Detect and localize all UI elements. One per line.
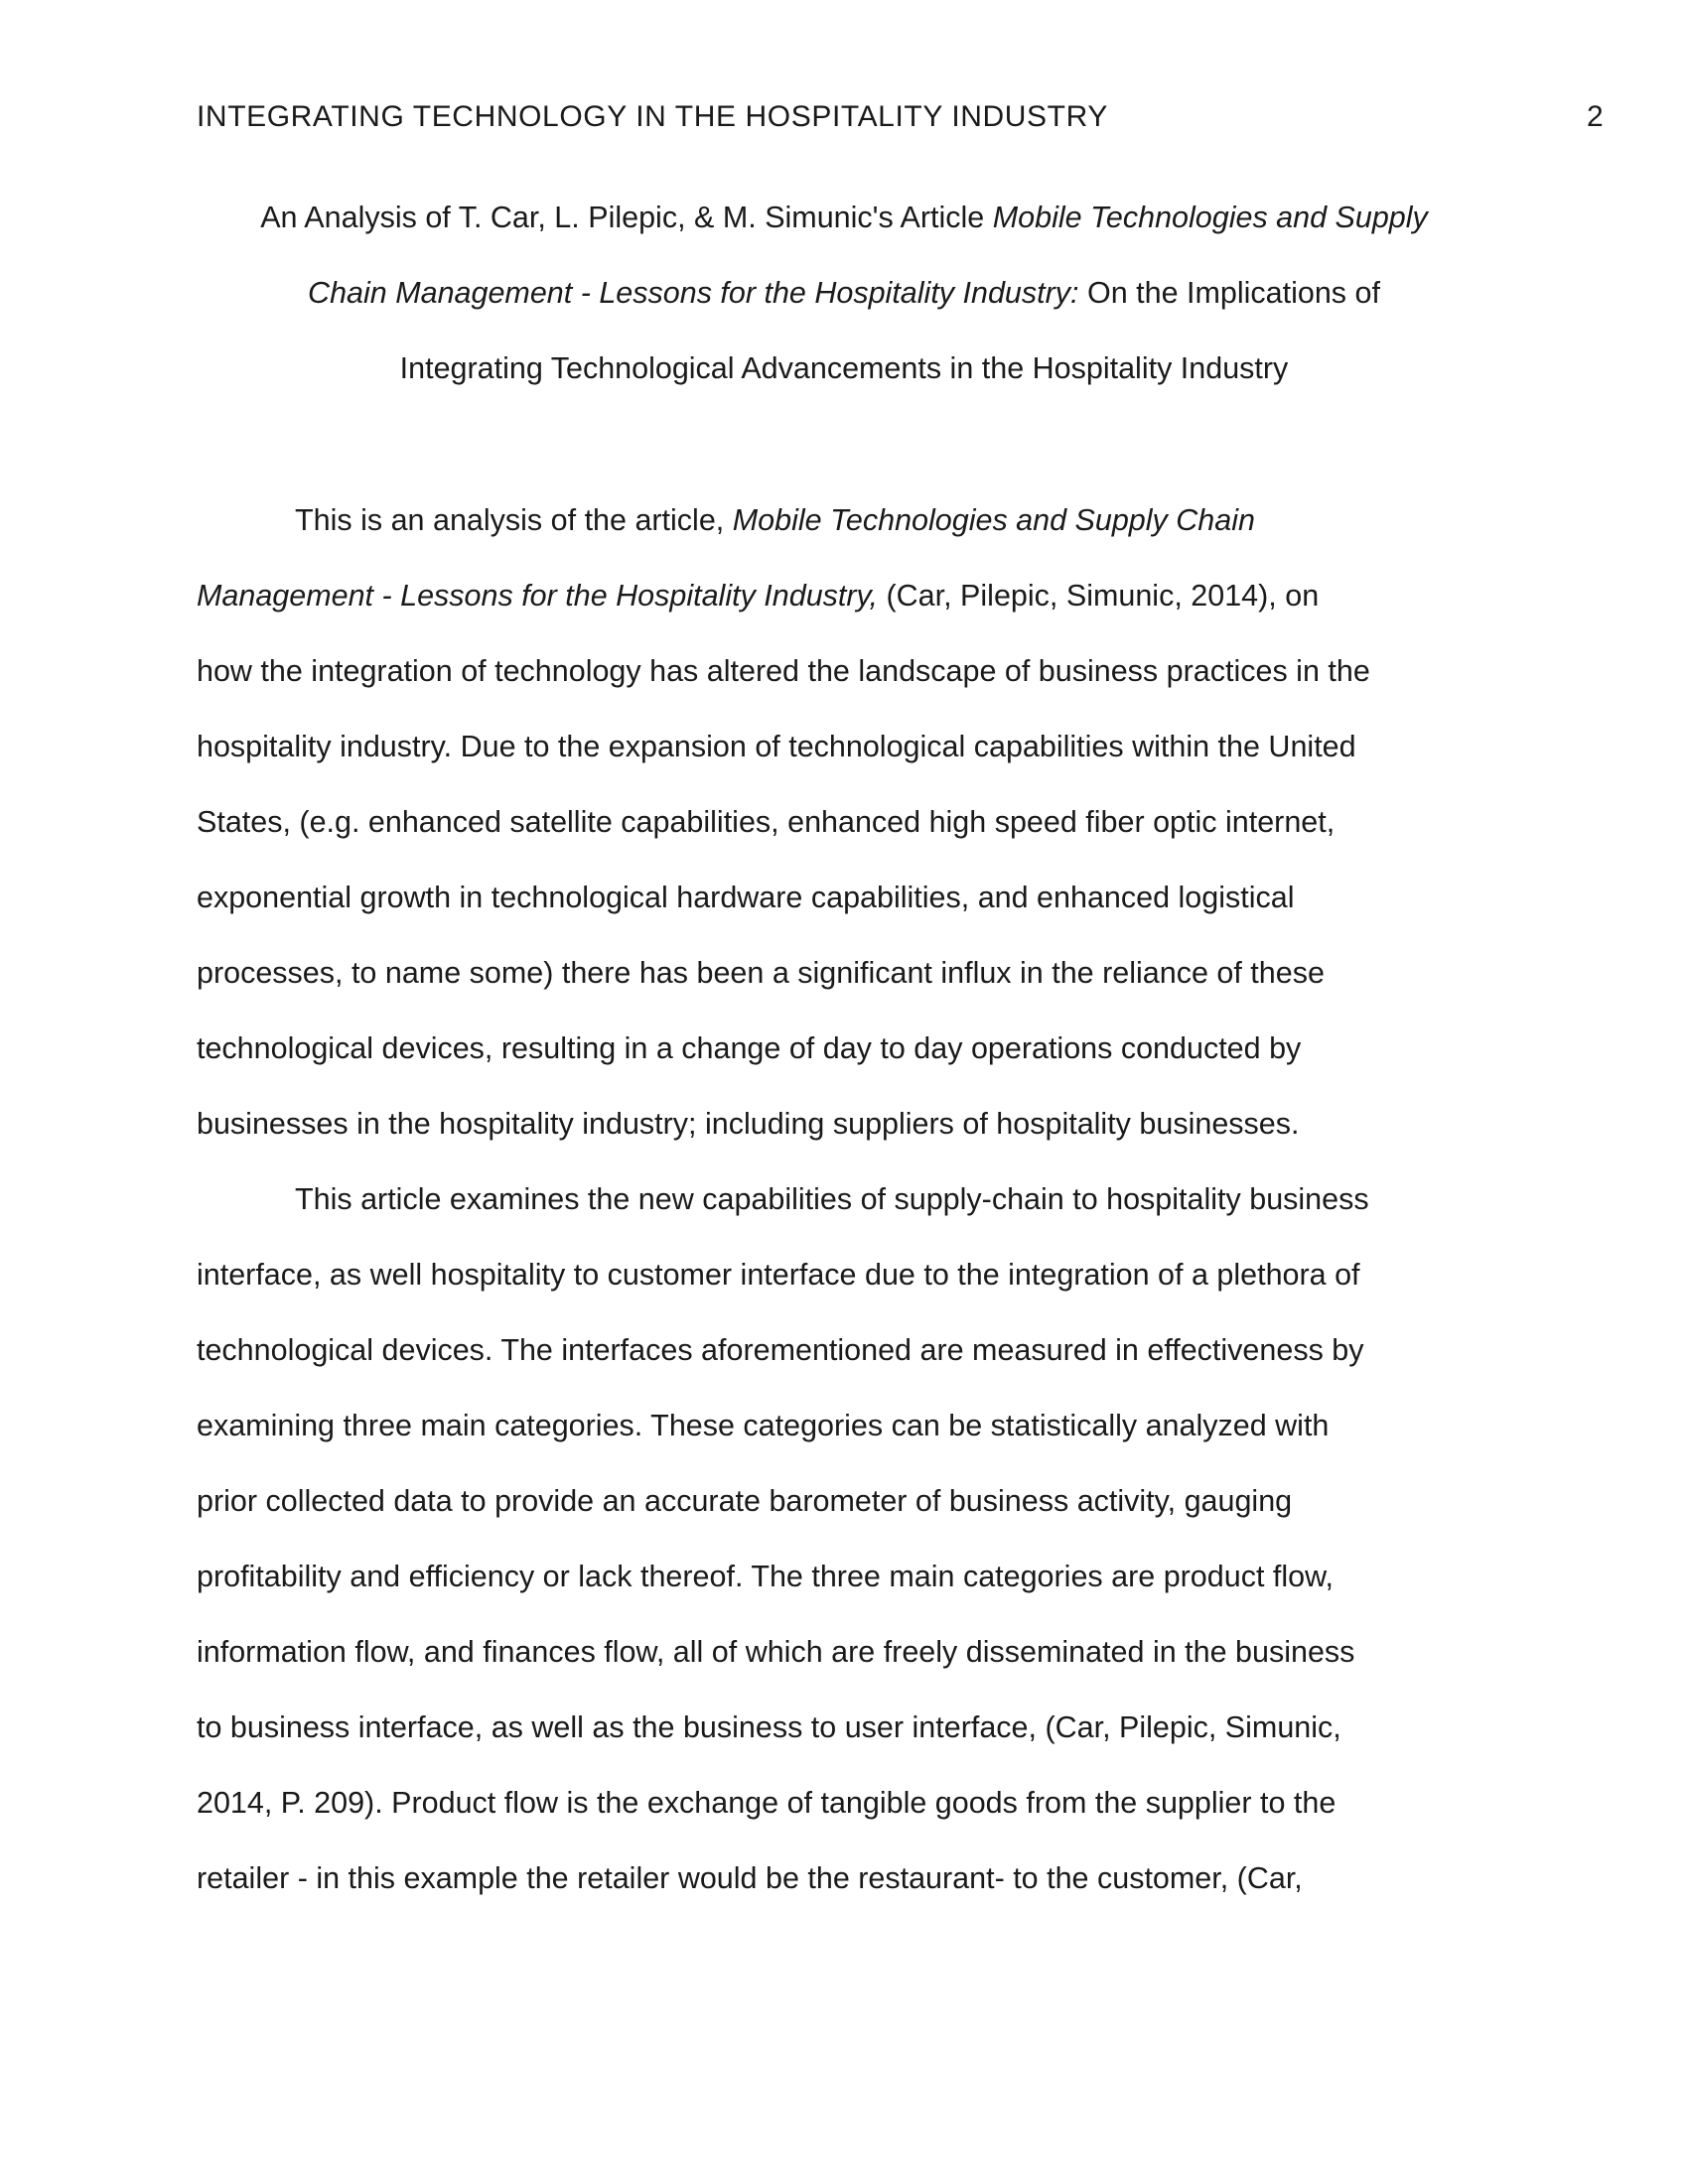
paragraph-1-line-7: processes, to name some) there has been a significant influx in the reliance of these <box>197 956 1325 990</box>
paragraph-1-line-5: States, (e.g. enhanced satellite capabilities, enhanced high speed fiber optic internet, <box>197 805 1336 839</box>
paragraph-1-line-9: businesses in the hospitality industry; including suppliers of hospitality businesses. <box>197 1107 1300 1141</box>
paragraph-1-line-2 <box>197 577 1319 614</box>
paragraph-1-line-3: how the integration of technology has altered the landscape of business practices in the <box>197 654 1370 688</box>
paragraph-2-line-4: examining three main categories. These categories can be statistically analyzed with <box>197 1409 1330 1442</box>
paragraph-1-line-1 <box>295 501 1255 539</box>
title-line-2-italic: Chain Management - Lessons for the Hospitality Industry: <box>308 276 1079 310</box>
paragraph-1-line-6: exponential growth in technological hardware capabilities, and enhanced logistical <box>197 881 1295 914</box>
paragraph-2-line-6: profitability and efficiency or lack thereof. The three main categories are product flow, <box>197 1560 1334 1593</box>
running-head: INTEGRATING TECHNOLOGY IN THE HOSPITALITY INDUSTRY <box>197 100 1108 133</box>
paragraph-2-line-5: prior collected data to provide an accurate barometer of business activity, gauging <box>197 1484 1293 1518</box>
title-line-2-roman: On the Implications of <box>1078 276 1380 310</box>
title-line-2 <box>0 274 1688 312</box>
title-line-1-roman: An Analysis of T. Car, L. Pilepic, & M. Simunic's Article <box>260 201 993 234</box>
p1-line-2-roman: (Car, Pilepic, Simunic, 2014), on <box>878 579 1320 613</box>
paragraph-1-line-8: technological devices, resulting in a change of day to day operations conducted by <box>197 1031 1302 1065</box>
title-line-1 <box>0 199 1688 236</box>
paragraph-2-line-2: interface, as well hospitality to customer interface due to the integration of a plethora of <box>197 1258 1360 1292</box>
paragraph-2-line-8: to business interface, as well as the business to user interface, (Car, Pilepic, Simunic, <box>197 1710 1341 1744</box>
title-line-3: Integrating Technological Advancements in the Hospitality Industry <box>399 351 1289 385</box>
paragraph-2-line-7: information flow, and finances flow, all of which are freely disseminated in the business <box>197 1635 1355 1669</box>
paragraph-2-line-3: technological devices. The interfaces aforementioned are measured in effectiveness by <box>197 1333 1364 1367</box>
p1-line-1-italic: Mobile Technologies and Supply Chain <box>732 503 1255 537</box>
paragraph-2-line-10: retailer - in this example the retailer would be the restaurant- to the customer, (Car, <box>197 1861 1303 1895</box>
paragraph-2-line-1: This article examines the new capabilities of supply-chain to hospitality business <box>295 1182 1369 1216</box>
title-line-1-italic: Mobile Technologies and Supply <box>992 201 1428 234</box>
p1-line-2-italic: Management - Lessons for the Hospitality Industry, <box>197 579 879 613</box>
paragraph-1-line-4: hospitality industry. Due to the expansion of technological capabilities within the United <box>197 730 1356 763</box>
page-number: 2 <box>1587 100 1604 133</box>
p1-line-1-roman: This is an analysis of the article, <box>295 503 733 537</box>
paragraph-2-line-9: 2014, P. 209). Product flow is the exchange of tangible goods from the supplier to the <box>197 1786 1336 1820</box>
